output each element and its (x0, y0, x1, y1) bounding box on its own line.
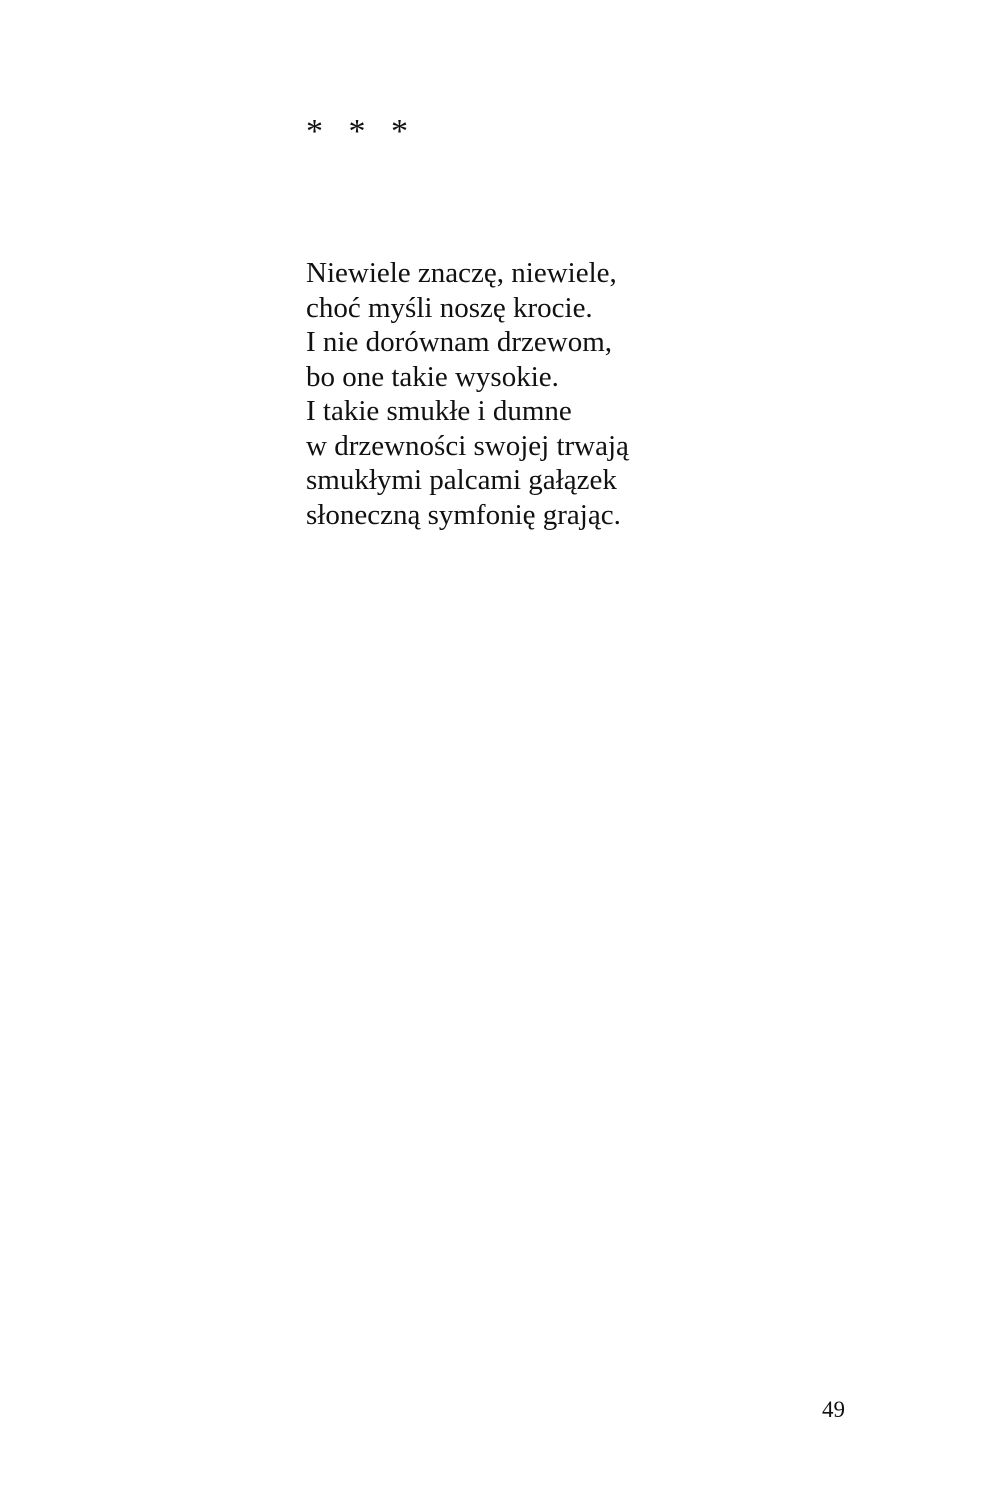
poem-line: choć myśli noszę krocie. (306, 291, 593, 324)
poem-line: Niewiele znaczę, niewiele, (306, 257, 617, 289)
page-number: 49 (822, 1397, 845, 1422)
poem-line: I takie smukłe i dumne (306, 395, 572, 427)
section-separator: * * * (306, 113, 408, 150)
poem-line: bo one takie wysokie. (306, 360, 559, 393)
poem-line: smukłymi palcami gałązek (306, 464, 617, 496)
poem-line: słoneczną symfonię grając. (306, 498, 621, 531)
poem-line: I nie dorównam drzewom, (306, 326, 613, 358)
poem-line: w drzewności swojej trwają (306, 429, 629, 462)
poem-stanza (306, 256, 806, 532)
